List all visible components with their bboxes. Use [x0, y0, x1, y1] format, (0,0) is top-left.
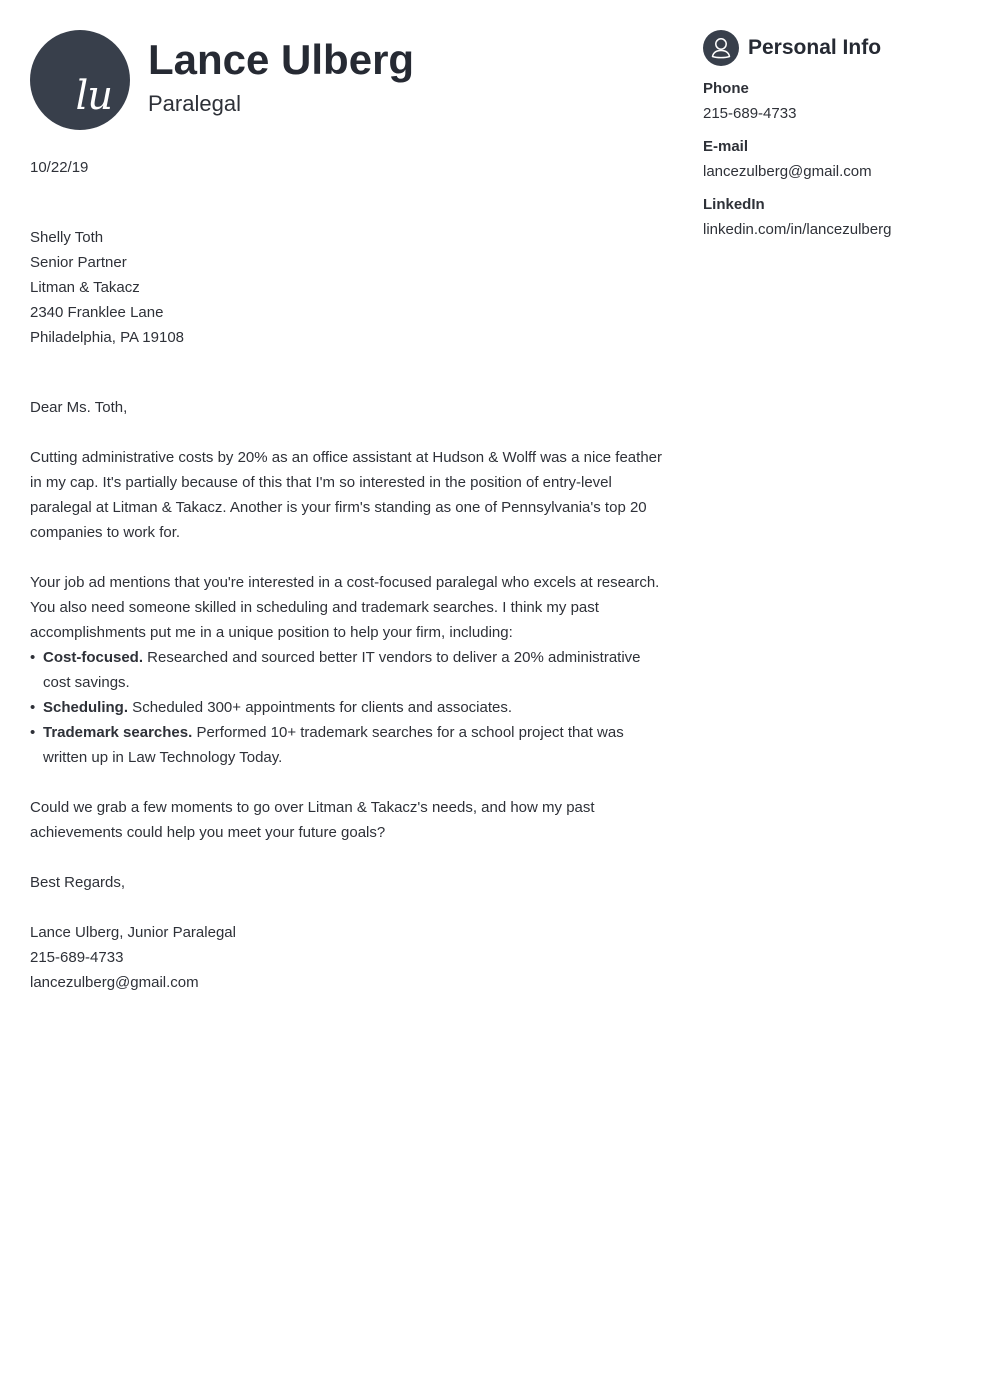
signature-block: [30, 920, 670, 995]
recipient-company: Litman & Takacz: [30, 279, 140, 296]
list-item: [30, 720, 670, 770]
linkedin-value: linkedin.com/in/lancezulberg: [703, 221, 892, 238]
bullet-text: Performed 10+ trademark searches for a school project that was written up in Law Technology Today.: [43, 724, 624, 766]
personal-info-title: Personal Info: [748, 36, 882, 59]
monogram-avatar: [30, 30, 130, 130]
applicant-title: Paralegal: [148, 91, 241, 116]
accomplishments-list: [30, 645, 670, 770]
bullet-term: Scheduling.: [43, 699, 129, 716]
personal-info-header: [703, 30, 973, 66]
bullet-text: Scheduled 300+ appointments for clients and associates.: [128, 699, 513, 716]
paragraph-call-to-action: Could we grab a few moments to go over Litman & Takacz's needs, and how my past achievements could help you meet your future goals?: [30, 799, 595, 841]
signature-email: lancezulberg@gmail.com: [30, 974, 199, 991]
email-value: lancezulberg@gmail.com: [703, 163, 872, 180]
personal-info-sidebar: [703, 30, 973, 253]
paragraph-qualifications: Your job ad mentions that you're interested in a cost-focused paralegal who excels at research. You also need someone skilled in scheduling and trademark searches. I think my past accomplishments put me in a unique position to help your firm, including:: [30, 574, 660, 641]
letter-date: 10/22/19: [30, 159, 89, 176]
signature-phone: 215-689-4733: [30, 949, 124, 966]
list-item: [30, 645, 670, 695]
bullet-term: Cost-focused.: [43, 649, 144, 666]
monogram-initials: lu: [75, 73, 112, 119]
signature-name: Lance Ulberg, Junior Paralegal: [30, 924, 236, 941]
list-item: [30, 695, 670, 720]
recipient-name: Shelly Toth: [30, 229, 104, 246]
bullet-term: Trademark searches.: [43, 724, 193, 741]
letter-body: [30, 155, 670, 995]
phone-value: 215-689-4733: [703, 105, 797, 122]
email-label: E-mail: [703, 138, 749, 155]
recipient-city: Philadelphia, PA 19108: [30, 329, 185, 346]
bullet-text: Researched and sourced better IT vendors to deliver a 20% administrative cost savings.: [43, 649, 641, 691]
person-icon: [703, 30, 739, 66]
applicant-name: Lance Ulberg: [148, 36, 415, 83]
closing: Best Regards,: [30, 874, 126, 891]
letter-header: [30, 30, 670, 130]
paragraph-intro: Cutting administrative costs by 20% as an office assistant at Hudson & Wolff was a nice feather in my cap. It's partially because of this that I'm so interested in the position of entry-level paralegal at Litman & Takacz. Another is your firm's standing as one of Pennsylvania's top 20 companies to work for.: [30, 449, 662, 541]
linkedin-label: LinkedIn: [703, 196, 765, 213]
phone-label: Phone: [703, 80, 749, 97]
recipient-position: Senior Partner: [30, 254, 127, 271]
salutation: Dear Ms. Toth,: [30, 399, 128, 416]
recipient-address: [30, 225, 670, 350]
recipient-street: 2340 Franklee Lane: [30, 304, 164, 321]
